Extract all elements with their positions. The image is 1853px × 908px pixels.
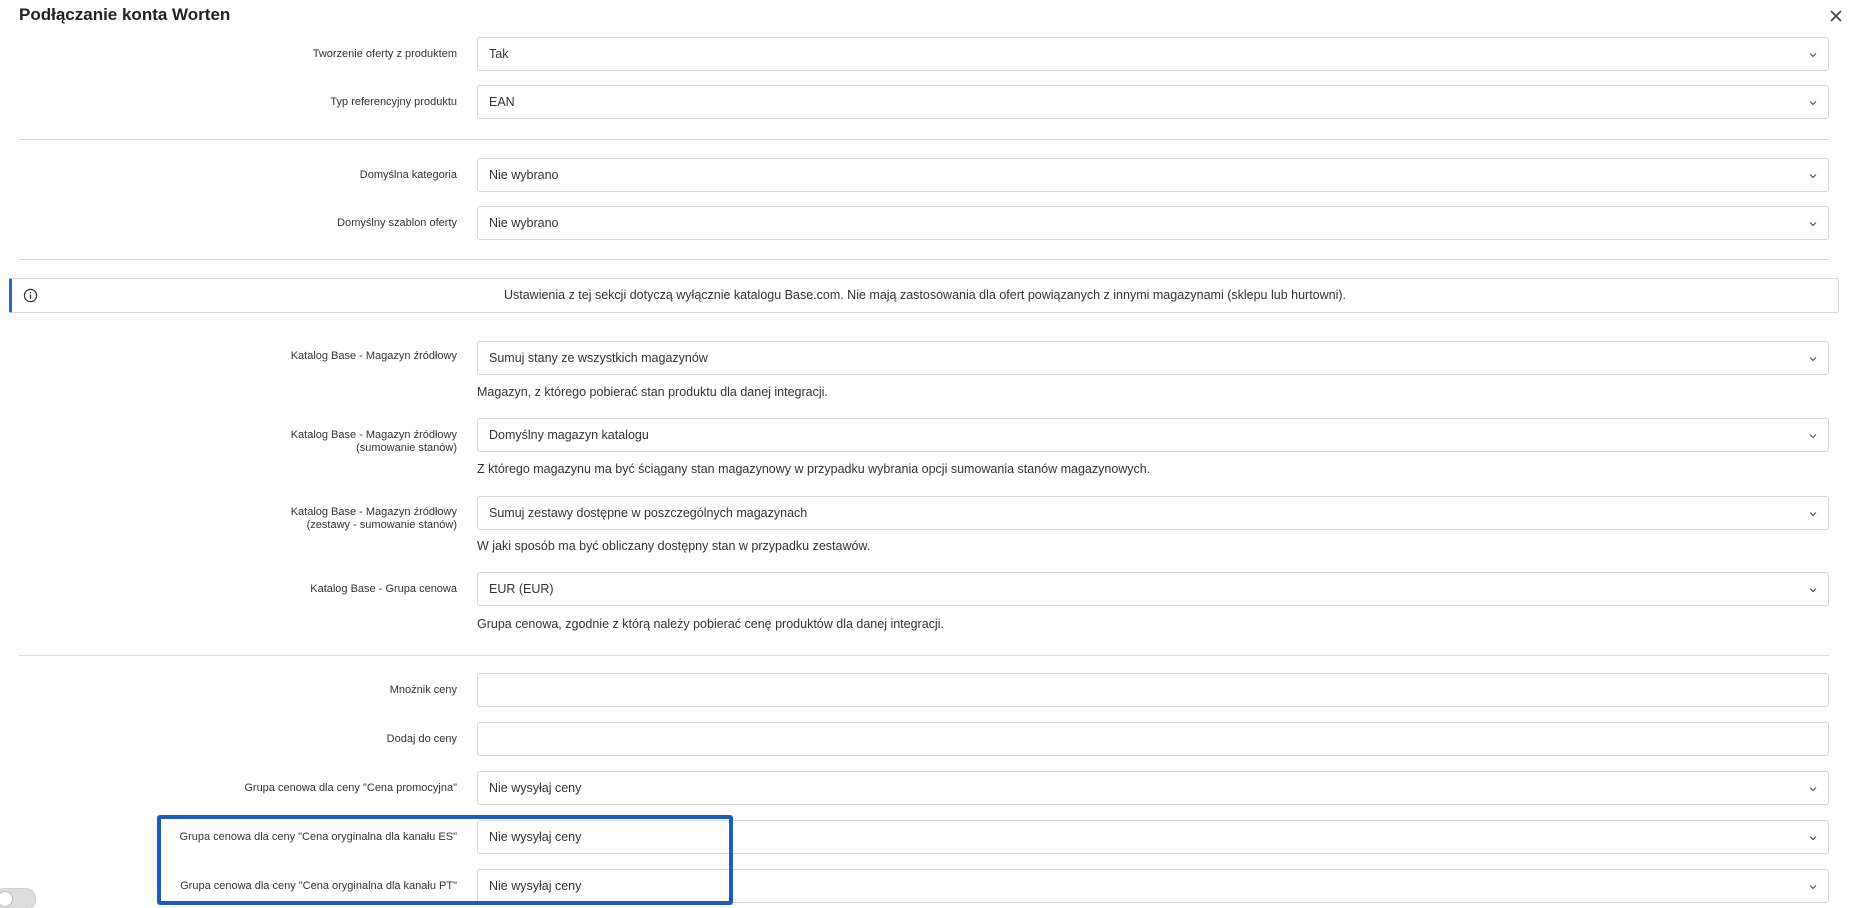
default-template-select[interactable] [477,206,1829,240]
divider [19,655,1829,656]
info-text: Ustawienia z tej sekcji dotyczą wyłącznie katalogu Base.com. Nie mają zastosowania dla ofert powiązanych z innymi magazynami (sklepu lub hurtowni). [503,288,1347,302]
chevron-down-icon [1808,882,1818,892]
promo-price-group-select[interactable] [477,771,1829,805]
chevron-down-icon [1808,171,1818,181]
source-warehouse-sets-label [127,506,457,532]
orig-price-pt-value: Nie wysyłaj ceny [489,879,582,893]
source-warehouse-hint: Magazyn, z którego pobierać stan produktu dla danej integracji. [477,385,828,399]
toggle-knob [0,891,13,907]
offer-creation-label: Tworzenie oferty z produktem [312,48,457,60]
price-group-select[interactable] [477,572,1829,606]
chevron-down-icon [1808,50,1818,60]
chevron-down-icon [1808,98,1818,108]
source-warehouse-sum-hint: Z którego magazynu ma być ściągany stan magazynowy w przypadku wybrania opcji sumowania stanów magazynowych. [477,462,1151,476]
source-warehouse-sets-label-line1: Katalog Base - Magazyn źródłowy [290,506,457,518]
price-multiplier-label: Mnożnik ceny [389,684,457,696]
divider [19,259,1829,260]
orig-price-pt-select[interactable] [477,869,1829,903]
offer-creation-value: Tak [489,47,509,61]
toggle-switch[interactable] [0,888,36,908]
chevron-down-icon [1808,585,1818,595]
default-template-value: Nie wybrano [489,216,559,230]
offer-creation-select[interactable] [477,37,1829,71]
price-add-label: Dodaj do ceny [386,733,457,745]
price-group-value: EUR (EUR) [489,582,554,596]
orig-price-es-label: Grupa cenowa dla ceny "Cena oryginalna dla kanału ES" [179,831,457,843]
price-multiplier-input[interactable] [477,673,1829,707]
ref-type-label: Typ referencyjny produktu [330,96,457,108]
modal-title: Podłączanie konta Worten [19,5,231,24]
source-warehouse-sum-select[interactable] [477,418,1829,452]
source-warehouse-label: Katalog Base - Magazyn źródłowy [290,350,457,362]
chevron-down-icon [1808,784,1818,794]
price-add-input[interactable] [477,722,1829,756]
promo-price-group-value: Nie wysyłaj ceny [489,781,582,795]
default-category-label: Domyślna kategoria [359,169,457,181]
divider [19,139,1829,140]
promo-price-group-label: Grupa cenowa dla ceny "Cena promocyjna" [244,782,457,794]
chevron-down-icon [1808,219,1818,229]
default-category-value: Nie wybrano [489,168,559,182]
source-warehouse-select[interactable] [477,341,1829,375]
source-warehouse-sets-label-line2: (zestawy - sumowanie stanów) [306,519,457,531]
chevron-down-icon [1808,833,1818,843]
source-warehouse-sum-label-line1: Katalog Base - Magazyn źródłowy [290,429,457,441]
orig-price-pt-label: Grupa cenowa dla ceny "Cena oryginalna dla kanału PT" [180,880,457,892]
source-warehouse-sets-select[interactable] [477,496,1829,530]
default-template-label: Domyślny szablon oferty [337,217,457,229]
price-group-label: Katalog Base - Grupa cenowa [310,583,457,595]
price-group-hint: Grupa cenowa, zgodnie z którą należy pobierać cenę produktów dla danej integracji. [477,617,944,631]
orig-price-es-select[interactable] [477,820,1829,854]
default-category-select[interactable] [477,158,1829,192]
chevron-down-icon [1808,431,1818,441]
chevron-down-icon [1808,509,1818,519]
ref-type-select[interactable] [477,85,1829,119]
source-warehouse-sets-hint: W jaki sposób ma być obliczany dostępny stan w przypadku zestawów. [477,539,871,553]
source-warehouse-sum-value: Domyślny magazyn katalogu [489,428,649,442]
source-warehouse-sum-label-line2: (sumowanie stanów) [356,442,457,454]
chevron-down-icon [1808,354,1818,364]
source-warehouse-sum-label [127,429,457,455]
close-icon[interactable] [1827,7,1845,25]
source-warehouse-sets-value: Sumuj zestawy dostępne w poszczególnych magazynach [489,506,808,520]
source-warehouse-value: Sumuj stany ze wszystkich magazynów [489,351,708,365]
info-box [9,278,1839,313]
orig-price-es-value: Nie wysyłaj ceny [489,830,582,844]
ref-type-value: EAN [489,95,515,109]
